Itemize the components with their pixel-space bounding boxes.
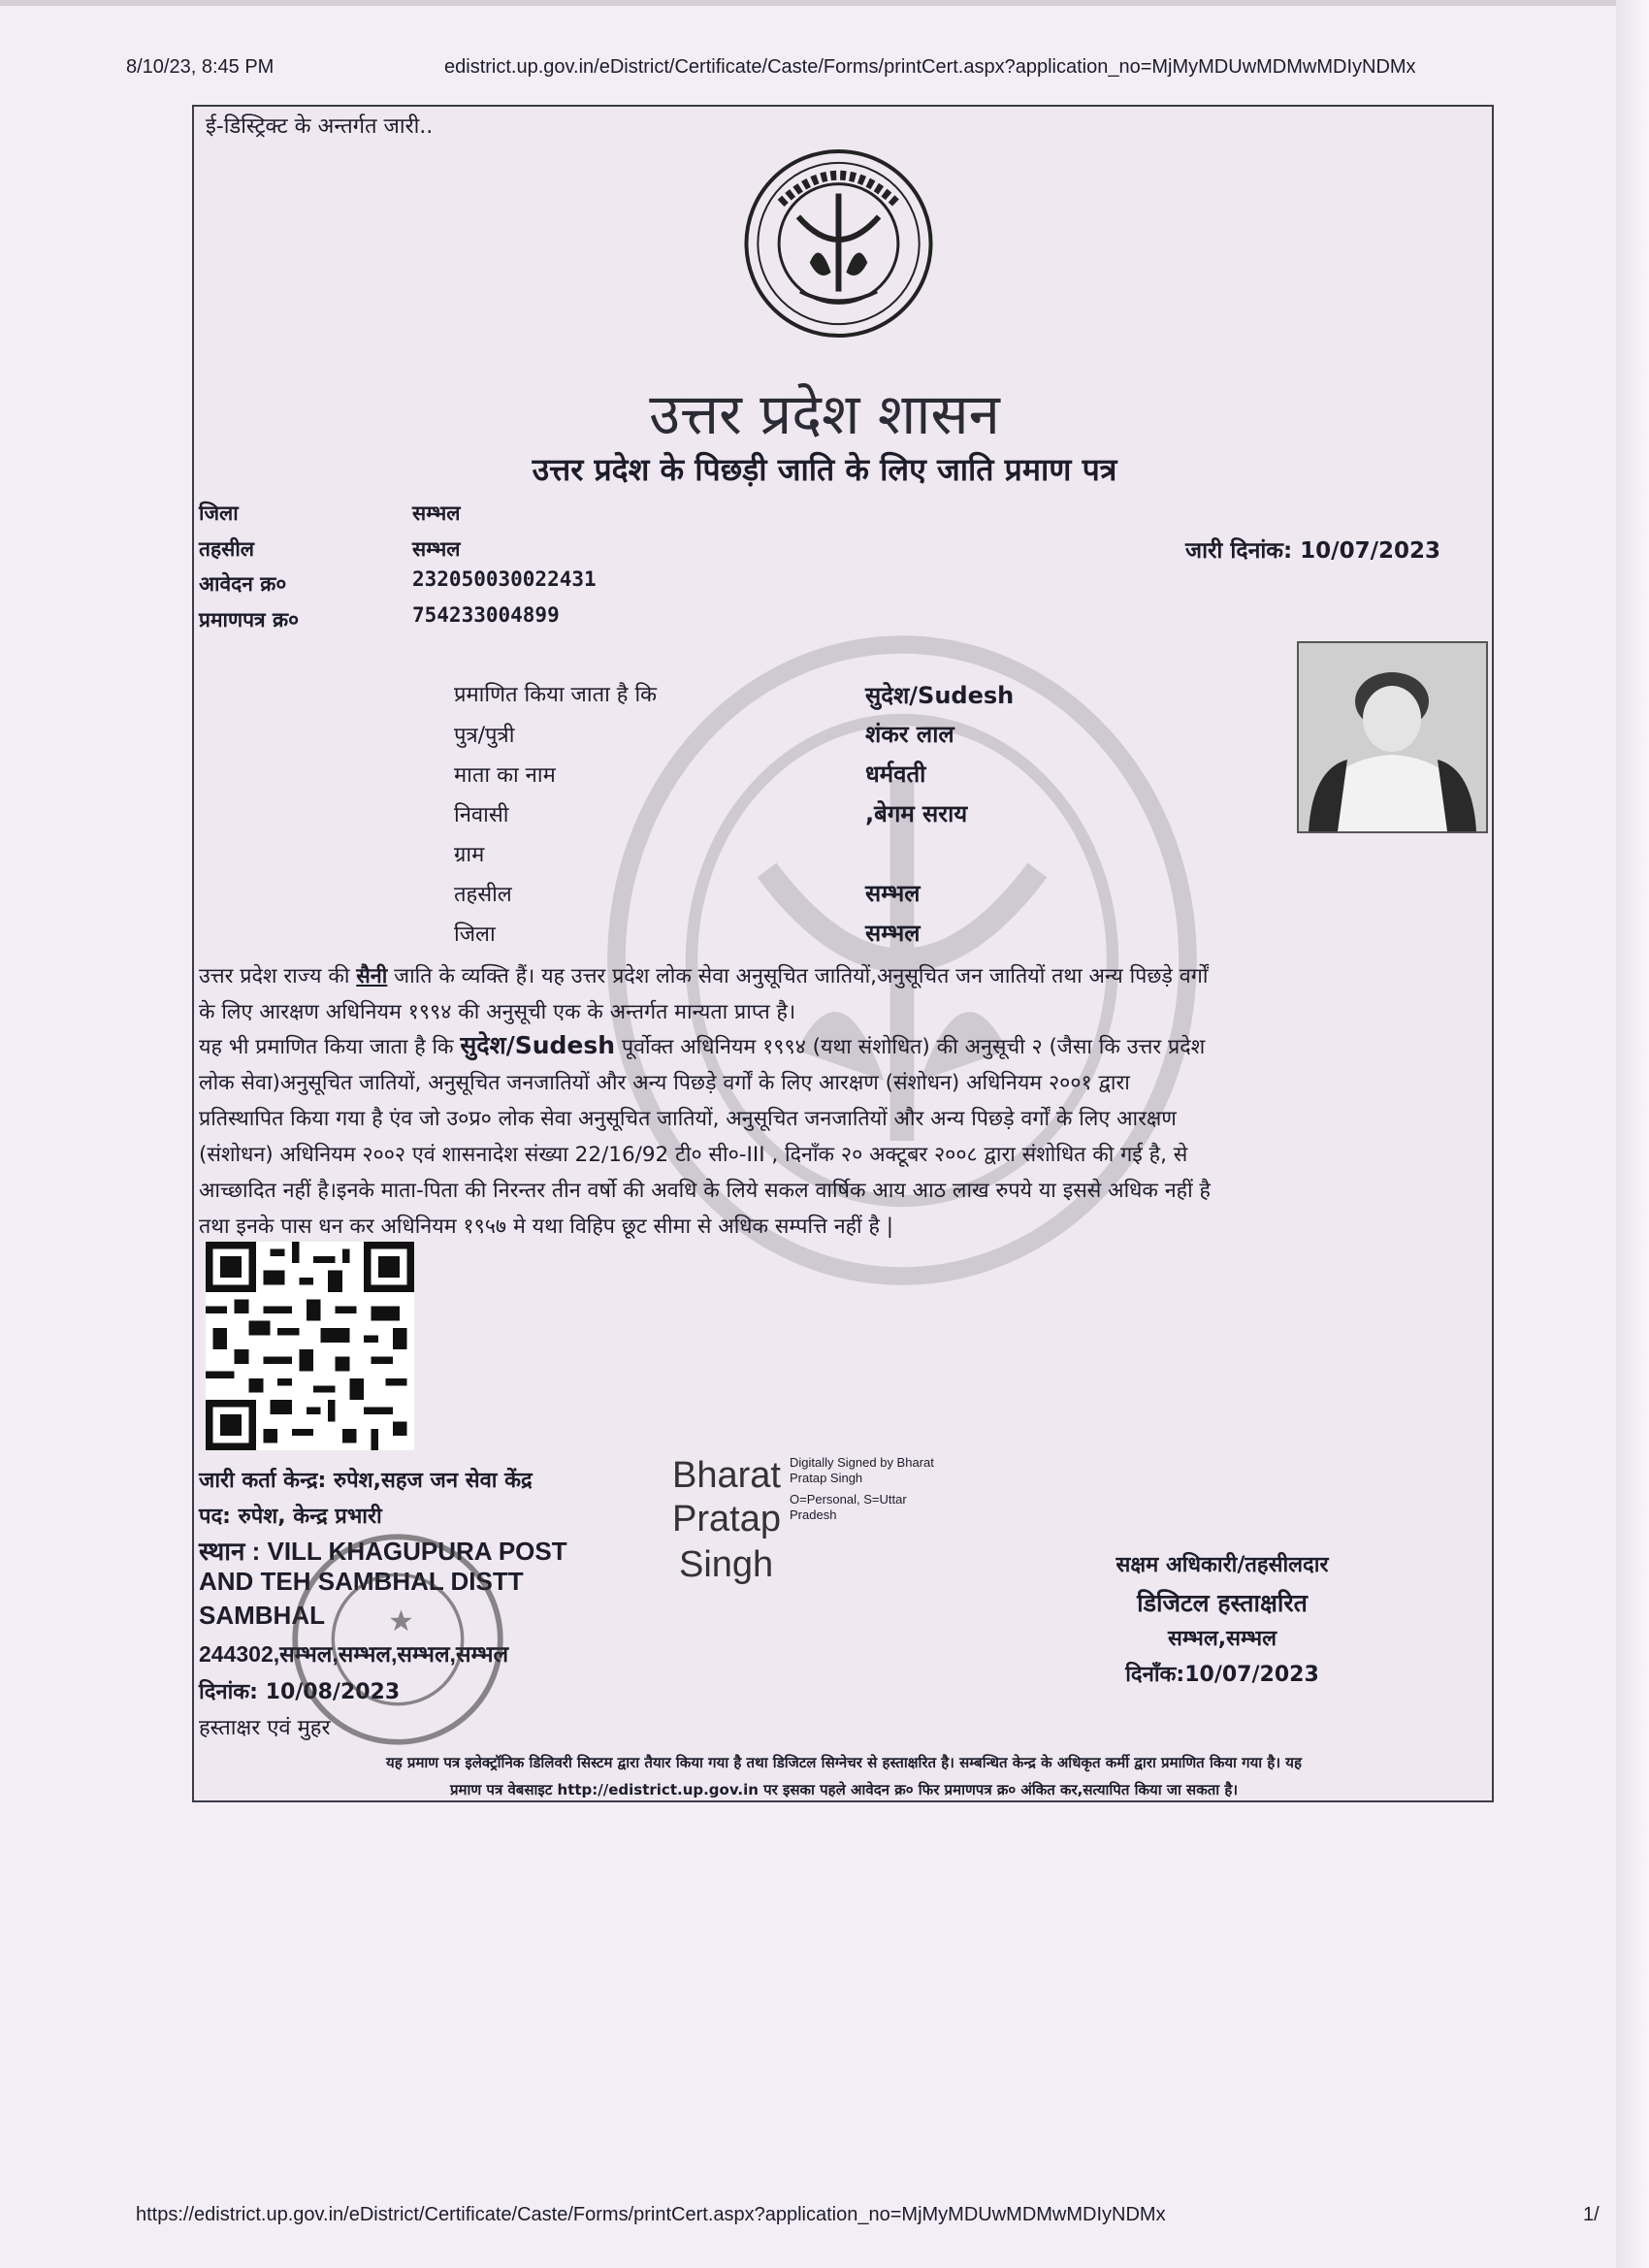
person-photo-icon (1299, 643, 1486, 831)
para2-line-3: (संशोधन) अधिनियम २००२ एवं शासनादेश संख्या 22/16/92 टी० सी०-III , दिनाँक २० अक्टूबर २००८ द्वारा संशोधित की गई है, से (199, 1143, 1188, 1167)
detail-value-mother: धर्मवती (865, 761, 926, 788)
scan-edge-top (0, 0, 1649, 6)
up-emblem-icon (740, 147, 937, 340)
detail-value-name: सुदेश/Sudesh (865, 682, 1015, 709)
issuer-place-1: स्थान : VILL KHAGUPURA POST (199, 1537, 567, 1566)
detail-label-certified: प्रमाणित किया जाता है कि (454, 683, 658, 707)
officer-location: सम्भल,सम्भल (1167, 1627, 1277, 1651)
detail-value-tehsil: सम्भल (865, 880, 921, 907)
signature-note-4: Pradesh (790, 1507, 837, 1522)
para2-line-5: तथा इनके पास धन कर अधिनियम १९५७ मे यथा विहिप छूट सीमा से अधिक सम्पत्ति नहीं है | (199, 1215, 893, 1239)
meta-value-tehsil: सम्भल (412, 537, 461, 561)
print-datetime: 8/10/23, 8:45 PM (126, 56, 275, 78)
meta-label-district: जिला (199, 502, 239, 525)
footer-note-1: यह प्रमाण पत्र इलेक्ट्रॉनिक डिलिवरी सिस्टम द्वारा तैयार किया गया है तथा डिजिटल सिग्नेचर से हस्ताक्षरित है। सम्बन्धित केन्द्र के अधिकृत कर्मी द्वारा प्रमाणित किया गया है। यह (386, 1754, 1302, 1771)
issuer-place-3: SAMBHAL (199, 1601, 325, 1630)
issuer-date: दिनांक: 10/08/2023 (199, 1680, 401, 1704)
signature-name-3: Singh (679, 1544, 774, 1585)
detail-label-tehsil: तहसील (454, 883, 512, 907)
detail-label-district: जिला (454, 923, 496, 947)
meta-label-application-no: आवेदन क्र० (199, 572, 287, 596)
qr-code-icon (206, 1242, 414, 1450)
para2-b: पूर्वोक्त अधिनियम १९९४ (यथा संशोधित) की अनुसूची २ (जैसा कि उत्तर प्रदेश (615, 1035, 1206, 1059)
print-footer-url: https://edistrict.up.gov.in/eDistrict/Certificate/Caste/Forms/printCert.aspx?application_no=MjMyMDUwMDMwMDIyNDMx (136, 2204, 1166, 2225)
seal-stamp-icon (286, 1528, 509, 1751)
government-title: उत्तर प्रदेश शासन (649, 381, 1000, 447)
detail-value-district: सम्भल (865, 920, 921, 947)
issuer-signature-seal: हस्ताक्षर एवं मुहर (199, 1716, 331, 1740)
detail-label-mother: माता का नाम (454, 763, 556, 788)
meta-value-district: सम्भल (412, 502, 461, 525)
para1-b: जाति के व्यक्ति हैं। यह उत्तर प्रदेश लोक सेवा अनुसूचित जातियों,अनुसूचित जन जातियों तथा अन्य पिछड़े वर्गों (387, 964, 1209, 988)
applicant-photo (1297, 641, 1488, 833)
print-url: edistrict.up.gov.in/eDistrict/Certificate/Caste/Forms/printCert.aspx?application_no=MjMyMDUwMDMwMDIyNDMx (444, 56, 1416, 78)
officer-signed: डिजिटल हस्ताक्षरित (1137, 1589, 1308, 1617)
detail-label-father: पुत्र/पुत्री (454, 724, 515, 748)
paragraph-caste (199, 958, 1484, 1030)
meta-value-application-no: 232050030022431 (412, 567, 597, 591)
detail-label-village: ग्राम (454, 843, 485, 867)
caste-name: सैनी (356, 964, 388, 988)
meta-label-certificate-no: प्रमाणपत्र क्र० (199, 608, 300, 632)
para2-line-1: लोक सेवा)अनुसूचित जातियों, अनुसूचित जनजातियों और अन्य पिछड़े वर्गों के लिए आरक्षण (संशोधन) अधिनियम २००१ द्वारा (199, 1071, 1130, 1095)
issuer-place-4: 244302,सम्भल,सम्भल,सम्भल,सम्भल (199, 1641, 509, 1667)
signature-name-2: Pratap (672, 1499, 781, 1539)
paragraph-income (199, 1027, 1484, 1245)
para2-name: सुदेश/Sudesh (460, 1031, 616, 1059)
detail-label-resident: निवासी (454, 803, 509, 827)
issued-under-text: ई-डिस्ट्रिक्ट के अन्तर्गत जारी.. (206, 114, 434, 139)
scan-edge-right (1616, 0, 1649, 2268)
signature-name-1: Bharat (672, 1455, 781, 1496)
officer-date: दिनाँक:10/07/2023 (1125, 1663, 1319, 1687)
para1-a: उत्तर प्रदेश राज्य की (199, 964, 357, 988)
print-footer-page: 1/ (1583, 2204, 1600, 2225)
para2-line-4: आच्छादित नहीं है।इनके माता-पिता की निरन्तर तीन वर्षो की अवधि के लिये सकल वार्षिक आय आठ लाख रुपये या इससे अधिक नहीं है (199, 1179, 1211, 1203)
issuer-place-2: AND TEH SAMBHAL DISTT (199, 1567, 524, 1596)
signature-note-3: O=Personal, S=Uttar (790, 1492, 907, 1507)
meta-value-certificate-no: 754233004899 (412, 603, 560, 627)
issuer-centre: जारी कर्ता केन्द्र: रुपेश,सहज जन सेवा केंद्र (199, 1469, 533, 1493)
issuer-post: पद: रुपेश, केन्द्र प्रभारी (199, 1505, 382, 1529)
detail-value-resident: ,बेगम सराय (865, 800, 968, 827)
para1-c: के लिए आरक्षण अधिनियम १९९४ की अनुसूची एक के अन्तर्गत मान्यता प्राप्त है। (199, 1000, 796, 1024)
certificate-subtitle: उत्तर प्रदेश के पिछड़ी जाति के लिए जाति प्रमाण पत्र (532, 451, 1117, 488)
signature-note-1: Digitally Signed by Bharat (790, 1455, 934, 1470)
meta-label-tehsil: तहसील (199, 537, 254, 561)
issue-date: जारी दिनांक: 10/07/2023 (1185, 538, 1440, 564)
officer-title: सक्षम अधिकारी/तहसीलदार (1116, 1553, 1329, 1577)
footer-note-2: प्रमाण पत्र वेबसाइट http://edistrict.up.gov.in पर इसका पहले आवेदन क्र० फिर प्रमाणपत्र क्र० अंकित कर,सत्यापित किया जा सकता है। (449, 1781, 1239, 1798)
signature-note-2: Pratap Singh (790, 1471, 863, 1485)
para2-line-2: प्रतिस्थापित किया गया है एंव जो उ०प्र० लोक सेवा अनुसूचित जातियों, अनुसूचित जनजातियों और अन्य पिछड़े वर्गों के लिए आरक्षण (199, 1107, 1177, 1131)
detail-value-father: शंकर लाल (865, 721, 954, 748)
para2-a: यह भी प्रमाणित किया जाता है कि (199, 1035, 461, 1059)
